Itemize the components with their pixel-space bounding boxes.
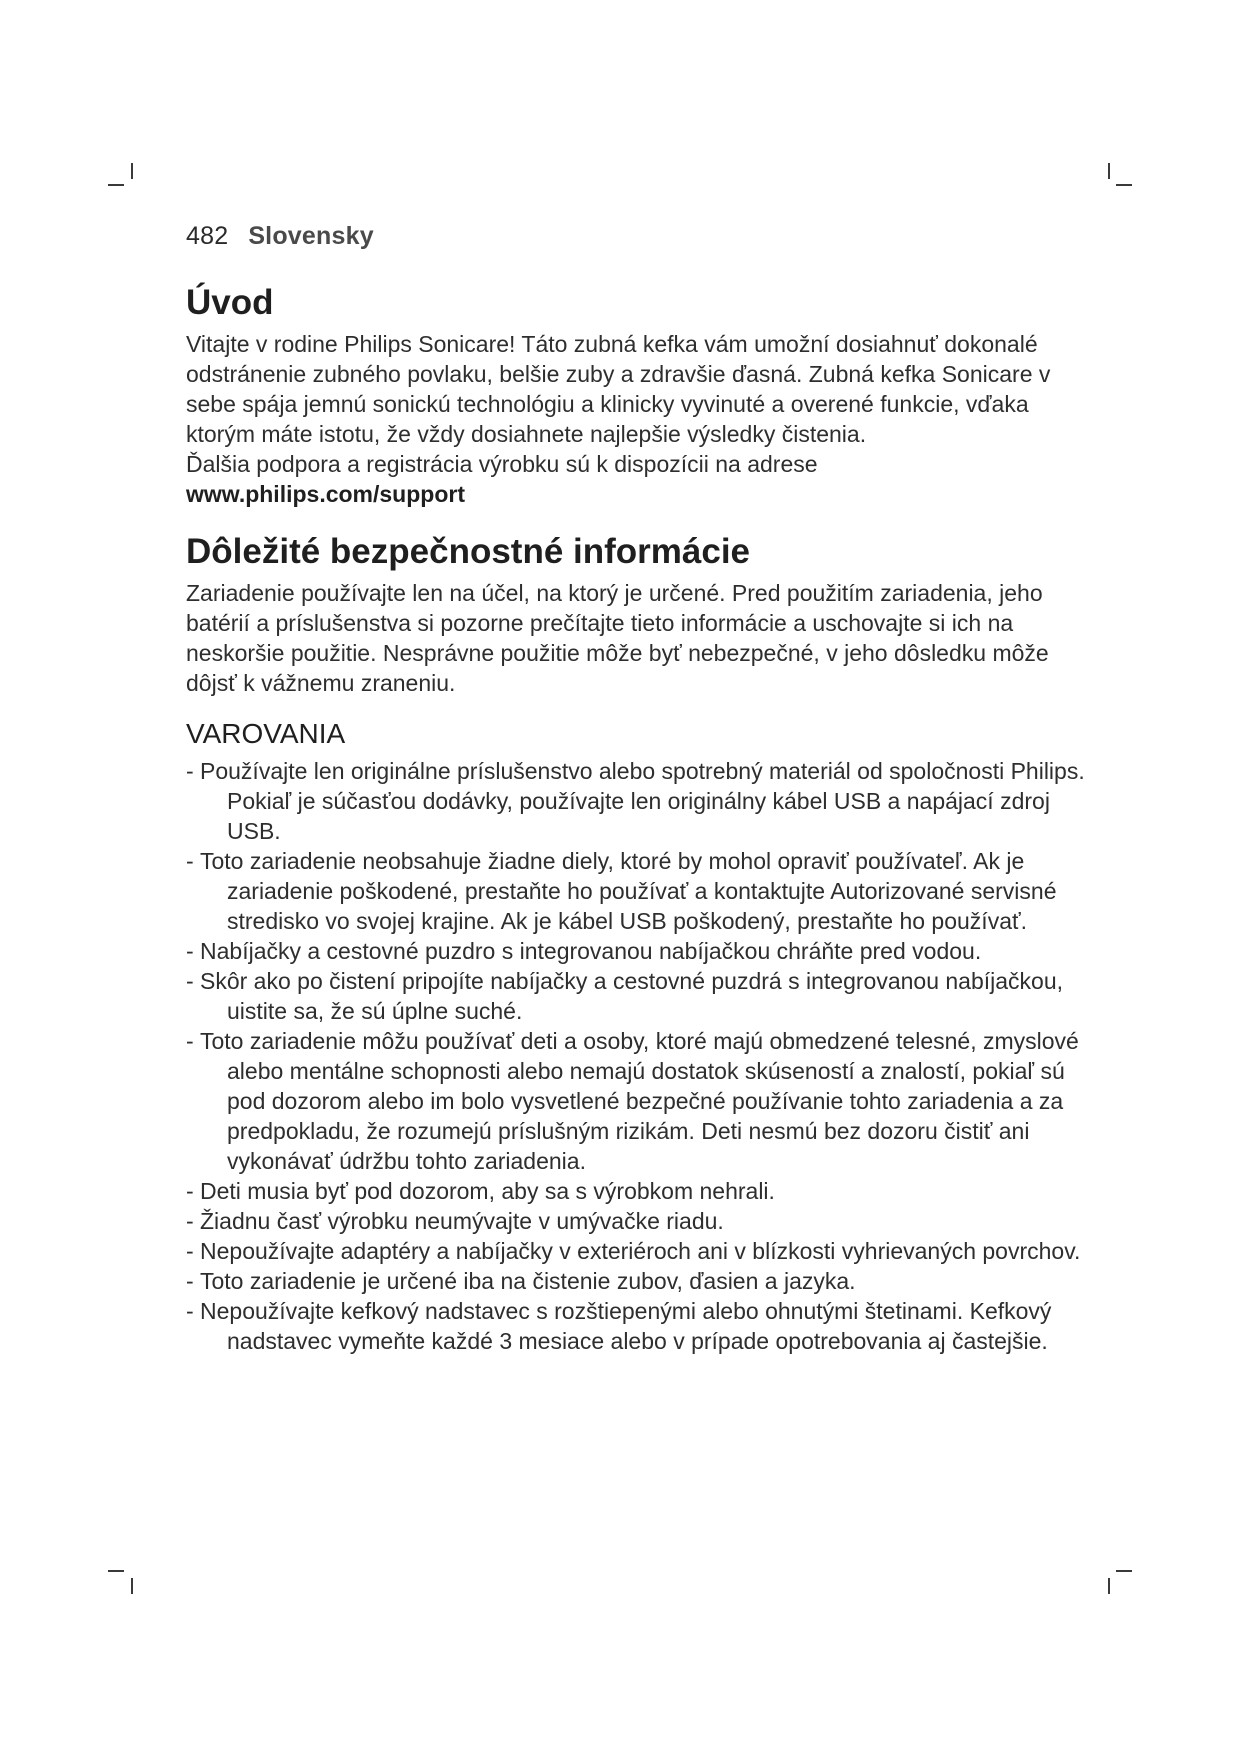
- list-item: [186, 1296, 1086, 1356]
- warning-text: Nepoužívajte kefkový nadstavec s rozštiepenými alebo ohnutými štetinami. Kefkový nadstavec vymeňte každé 3 mesiace alebo v prípade opotrebovania aj častejšie.: [200, 1298, 1052, 1354]
- warning-text: Skôr ako po čistení pripojíte nabíjačky a cestovné puzdrá s integrovanou nabíjačkou, uistite sa, že sú úplne suché.: [200, 968, 1064, 1024]
- bullet-dash: -: [186, 758, 194, 784]
- support-url-link[interactable]: www.philips.com/support: [186, 481, 465, 507]
- bullet-dash: -: [186, 1298, 194, 1324]
- bullet-dash: -: [186, 1268, 194, 1294]
- crop-mark-top-left-h: [108, 184, 124, 186]
- warnings-list: [186, 756, 1086, 1356]
- safety-paragraph: Zariadenie používajte len na účel, na ktorý je určené. Pred použitím zariadenia, jeho batérií a príslušenstva si pozorne prečítajte tieto informácie a uschovajte si ich na neskoršie použitie. Nesprávne použitie môže byť nebezpečné, v jeho dôsledku môže dôjsť k vážnemu zraneniu.: [186, 580, 1049, 696]
- crop-mark-bottom-left-h: [108, 1570, 124, 1572]
- warning-text: Nabíjačky a cestovné puzdro s integrovanou nabíjačkou chráňte pred vodou.: [200, 938, 982, 964]
- bullet-dash: -: [186, 968, 194, 994]
- warning-text: Toto zariadenie môžu používať deti a osoby, ktoré majú obmedzené telesné, zmyslové alebo mentálne schopnosti alebo nemajú dostatok skúseností a znalostí, pokiaľ sú pod dozorom alebo im bolo vysvetlené bezpečné používanie tohto zariadenia a za predpokladu, že rozumejú príslušným rizikám. Deti nesmú bez dozoru čistiť ani vykonávať údržbu tohto zariadenia.: [200, 1028, 1079, 1174]
- page-number: 482: [186, 222, 229, 250]
- list-item: [186, 966, 1086, 1026]
- crop-mark-top-right-h: [1116, 184, 1132, 186]
- crop-mark-top-left-v: [131, 163, 133, 179]
- warning-text: Žiadnu časť výrobku neumývajte v umývačke riadu.: [200, 1208, 724, 1234]
- list-item: [186, 1266, 1086, 1296]
- list-item: [186, 756, 1086, 846]
- warning-text: Toto zariadenie neobsahuje žiadne diely, ktoré by mohol opraviť používateľ. Ak je zariadenie poškodené, prestaňte ho používať a kontaktujte Autorizované servisné stredisko vo svojej krajine. Ak je kábel USB poškodený, prestaňte ho používať.: [200, 848, 1057, 934]
- page-header: [186, 222, 374, 251]
- warning-text: Deti musia byť pod dozorom, aby sa s výrobkom nehrali.: [200, 1178, 775, 1204]
- crop-mark-bottom-right-h: [1116, 1570, 1132, 1572]
- intro-heading: Úvod: [186, 283, 274, 322]
- warning-text: Nepoužívajte adaptéry a nabíjačky v exteriéroch ani v blízkosti vyhrievaných povrchov.: [200, 1238, 1081, 1264]
- crop-mark-bottom-left-v: [131, 1578, 133, 1594]
- warnings-section: [186, 716, 1086, 1356]
- bullet-dash: -: [186, 938, 194, 964]
- list-item: [186, 1026, 1086, 1176]
- support-text: Ďalšia podpora a registrácia výrobku sú k dispozícii na adrese: [186, 451, 818, 477]
- safety-section: [186, 531, 1086, 698]
- page-language: Slovensky: [248, 222, 374, 250]
- crop-mark-bottom-right-v: [1108, 1578, 1110, 1594]
- intro-section: [186, 282, 1086, 509]
- bullet-dash: -: [186, 1028, 194, 1054]
- page-content: [186, 282, 1086, 1356]
- warning-text: Používajte len originálne príslušenstvo alebo spotrebný materiál od spoločnosti Philips. Pokiaľ je súčasťou dodávky, používajte len originálny kábel USB a napájací zdroj USB.: [200, 758, 1085, 844]
- intro-paragraph: Vitajte v rodine Philips Sonicare! Táto zubná kefka vám umožní dosiahnuť dokonalé odstránenie zubného povlaku, belšie zuby a zdravšie ďasná. Zubná kefka Sonicare v sebe spája jemnú sonickú technológiu a klinicky vyvinuté a overené funkcie, vďaka ktorým máte istotu, že vždy dosiahnete najlepšie výsledky čistenia.: [186, 331, 1051, 447]
- list-item: [186, 846, 1086, 936]
- warning-text: Toto zariadenie je určené iba na čistenie zubov, ďasien a jazyka.: [200, 1268, 856, 1294]
- list-item: [186, 936, 1086, 966]
- crop-mark-top-right-v: [1108, 163, 1110, 179]
- warnings-heading: VAROVANIA: [186, 718, 346, 749]
- list-item: [186, 1236, 1086, 1266]
- safety-heading: Dôležité bezpečnostné informácie: [186, 532, 751, 571]
- bullet-dash: -: [186, 1238, 194, 1264]
- bullet-dash: -: [186, 1178, 194, 1204]
- list-item: [186, 1176, 1086, 1206]
- bullet-dash: -: [186, 1208, 194, 1234]
- list-item: [186, 1206, 1086, 1236]
- bullet-dash: -: [186, 848, 194, 874]
